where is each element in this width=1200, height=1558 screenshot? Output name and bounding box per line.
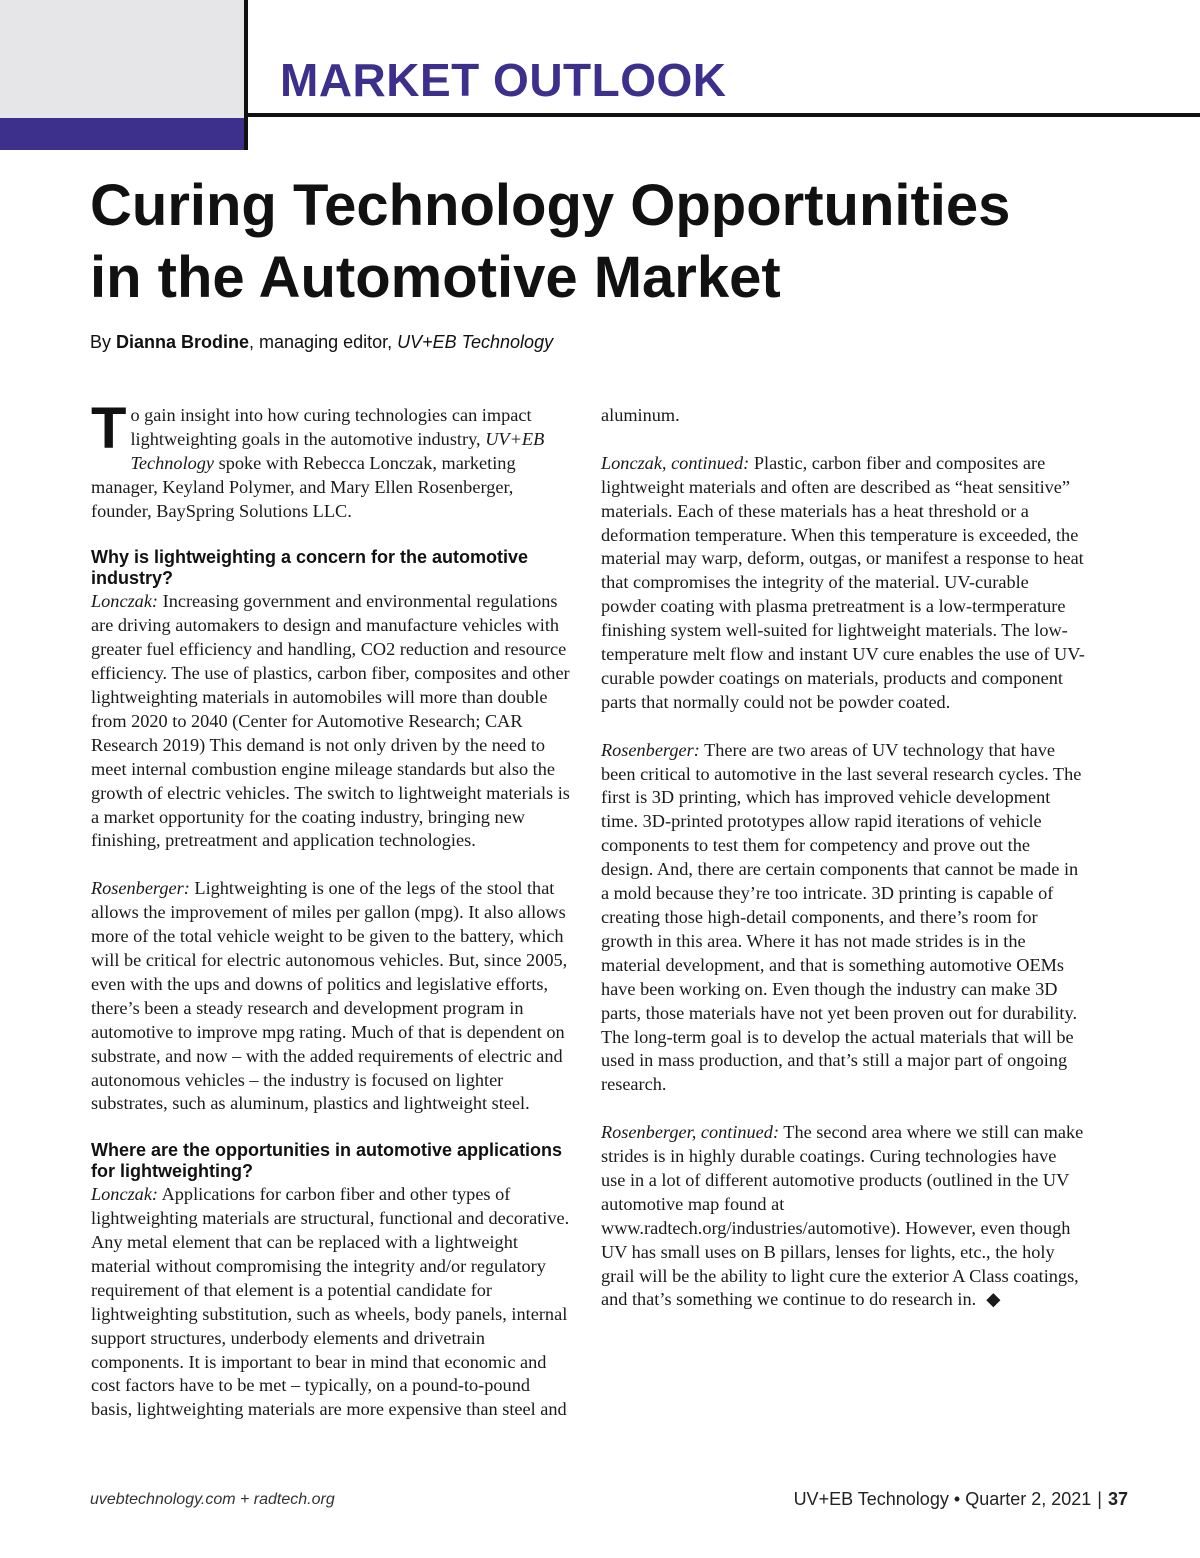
article-title-line-2: in the Automotive Market — [90, 245, 781, 310]
footer-issue: Quarter 2, 2021 — [965, 1489, 1092, 1509]
byline-role: , managing editor, — [249, 332, 398, 352]
end-of-article-diamond-icon: ◆ — [986, 1289, 1001, 1310]
intro-paragraph — [91, 396, 575, 524]
answer-2-lonczak-overflow — [601, 404, 1085, 428]
article-title-line-1: Curing Technology Opportunities — [90, 173, 1011, 238]
footer-bullet: • — [953, 1489, 961, 1509]
drop-cap: T — [91, 396, 127, 461]
speaker-label: Lonczak: — [91, 1184, 159, 1205]
article-column-right — [601, 404, 1085, 1336]
byline-publication: UV+EB Technology — [397, 332, 554, 352]
footer-websites: uvebtechnology.com + radtech.org — [90, 1491, 335, 1508]
article-title — [90, 170, 1110, 314]
intro-text-1: o gain insight into how curing technologies can impact lightweighting goals in the automotive industry, — [130, 405, 532, 449]
header-vertical-rule — [244, 0, 248, 150]
header-grey-block — [0, 0, 244, 118]
speaker-label: Rosenberger: — [91, 878, 190, 899]
page-number: 37 — [1107, 1489, 1128, 1509]
section-label: MARKET OUTLOOK — [280, 54, 727, 106]
footer-separator: | — [1097, 1489, 1102, 1509]
question-2-heading: Where are the opportunities in automotive applications for lightweighting? — [91, 1140, 563, 1182]
answer-1-lonczak — [91, 590, 575, 853]
footer-issue-info — [794, 1489, 1128, 1510]
byline-prefix: By — [90, 332, 117, 352]
speaker-label: Rosenberger: — [601, 739, 700, 760]
byline — [90, 332, 553, 353]
answer-text: The second area where we still can make strides is in highly durable coatings. Curing technologies have use in a lot of different automotive products (outlined in the UV automotive map found at www.radtech.org/industries/automotive). However, even though UV has small uses on B pillars, lenses for lights, etc., the holy grail will be the ability to light cure the exterior A Class coatings, and that’s something we continue to do research in. — [601, 1122, 1084, 1310]
answer-text: aluminum. — [601, 405, 680, 425]
answer-text: Plastic, carbon fiber and composites are lightweight materials and often are described as “heat sensitive” materials. Each of these materials has a heat threshold or a deformation temperature. When this temperature is exceeded, the material may warp, deform, outgas, or manifest a response to heat that compromises the integrity of the material. UV-curable powder coating with plasma pretreatment is a low-termperature finishing system well-suited for lightweight materials. The low-temperature melt flow and instant UV cure enables the use of UV-curable powder coatings on materials, products and component parts that normally could not be powder coated. — [601, 452, 1085, 712]
speaker-label: Lonczak: — [91, 591, 159, 612]
header-horizontal-rule — [244, 113, 1200, 117]
speaker-label: Lonczak, continued: — [601, 452, 750, 473]
header-accent-bar — [0, 118, 244, 150]
answer-text: There are two areas of UV technology that have been critical to automotive in the last several research cycles. The first is 3D printing, which has improved vehicle development time. 3D-printed prototypes allow rapid iterations of vehicle components to test them for competency and prove out the design. And, there are certain components that cannot be made in a mold because they’re too intricate. 3D printing is capable of creating those high-detail components, and there’s room for growth in this area. Where it has not made strides is in the material development, and that is something automotive OEMs have been working on. Even though the industry can make 3D parts, those materials have not yet been proven out for durability. The long-term goal is to develop the actual materials that will be used in mass production, and that’s still a major part of ongoing research. — [601, 739, 1082, 1095]
answer-text: Applications for carbon fiber and other types of lightweighting materials are structural, functional and decorative. Any metal element that can be replaced with a lightweight material without compromising the integrity and/or regulatory requirement of that element is a potential candidate for lightweighting substitution, such as wheels, body panels, internal support structures, underbody elements and drivetrain components. It is important to bear in mind that economic and cost factors have to be met – typically, on a pound-to-pound basis, lightweighting materials are more expensive than steel and — [91, 1184, 570, 1420]
intro-publication: UV+EB Technology — [130, 428, 545, 473]
answer-2-rosenberger-continued — [601, 1121, 1085, 1312]
answer-1-rosenberger — [91, 877, 575, 1116]
answer-2-lonczak-continued — [601, 452, 1085, 715]
answer-text: Increasing government and environmental regulations are driving automakers to design and manufacture vehicles with greater fuel efficiency and handling, CO2 reduction and resource efficiency. The use of plastics, carbon fiber, composites and other lightweighting materials in automobiles will more than double from 2020 to 2040 (Center for Automotive Research; CAR Research 2019) This demand is not only driven by the need to meet internal combustion engine mileage standards but also the growth of electric vehicles. The switch to lightweight materials is a market opportunity for the coating industry, bringing new finishing, pretreatment and application technologies. — [91, 591, 570, 851]
answer-2-lonczak — [91, 1183, 575, 1422]
answer-text: Lightweighting is one of the legs of the stool that allows the improvement of miles per gallon (mpg). It also allows more of the total vehicle weight to be given to the battery, which will be critical for electric autonomous vehicles. But, since 2005, even with the ups and downs of politics and legislative efforts, there’s been a steady research and development program in automotive to improve mpg rating. Much of that is dependent on substrate, and now – with the added requirements of electric and autonomous vehicles – the industry is focused on lighter substrates, such as aluminum, plastics and lightweight steel. — [91, 878, 568, 1114]
article-column-left — [91, 396, 575, 1446]
answer-2-rosenberger — [601, 739, 1085, 1098]
speaker-label: Rosenberger, continued: — [601, 1122, 780, 1143]
byline-author: Dianna Brodine — [116, 332, 250, 352]
footer-publication: UV+EB Technology — [793, 1489, 949, 1509]
question-1-heading: Why is lightweighting a concern for the automotive industry? — [91, 547, 529, 589]
intro-text-2: spoke with Rebecca Lonczak, marketing manager, Keyland Polymer, and Mary Ellen Rosenberger, founder, BaySpring Solutions LLC. — [91, 452, 516, 521]
